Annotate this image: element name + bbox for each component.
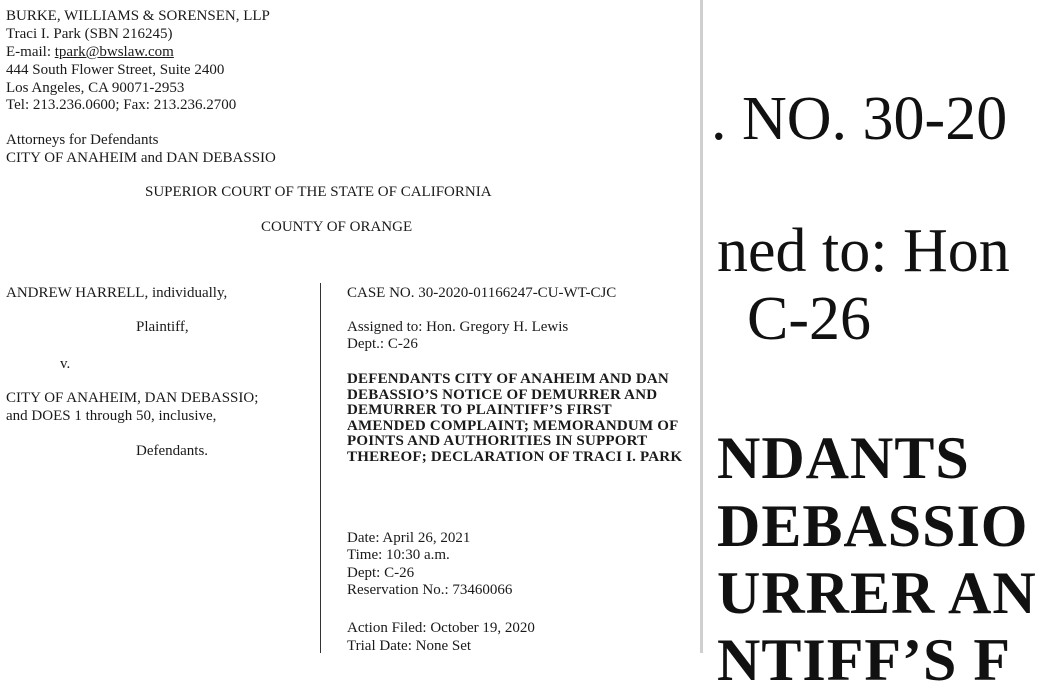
zoom-dept: C-26 [747,285,871,353]
hearing-time: Time: 10:30 a.m. [347,547,450,563]
phone-fax: Tel: 213.236.0600; Fax: 213.236.2700 [6,97,237,113]
defendants-line-1: CITY OF ANAHEIM, DAN DEBASSIO; [6,390,259,406]
defendants-line-2: and DOES 1 through 50, inclusive, [6,408,217,424]
versus: v. [60,356,71,372]
zoom-defendants: NDANTS [717,425,970,491]
caption-divider [320,283,321,653]
zoom-assigned: ned to: Hon [717,217,1010,285]
email-line [6,44,174,61]
plaintiff-label: Plaintiff, [136,319,189,335]
reservation-number: Reservation No.: 73460066 [347,582,513,598]
address-line-2: Los Angeles, CA 90071-2953 [6,80,185,96]
client-names: CITY OF ANAHEIM and DAN DEBASSIO [6,150,276,166]
trial-date: Trial Date: None Set [347,638,472,654]
action-filed: Action Filed: October 19, 2020 [347,620,535,636]
hearing-dept: Dept: C-26 [347,565,415,581]
email-link[interactable]: tpark@bwslaw.com [54,44,174,60]
zoom-debassio: DEBASSIO [717,493,1029,559]
defendants-label: Defendants. [136,443,209,459]
attorney-name: Traci I. Park (SBN 216245) [6,26,173,42]
zoom-plaintiff: NTIFF’S F [717,627,1011,693]
zoom-case-no: . NO. 30-20 [711,85,1008,153]
court-county: COUNTY OF ORANGE [261,219,413,235]
hearing-date: Date: April 26, 2021 [347,530,471,546]
case-number: CASE NO. 30-2020-01166247-CU-WT-CJC [347,285,617,301]
assigned-dept: Dept.: C-26 [347,336,418,352]
attorneys-for: Attorneys for Defendants [6,132,159,148]
court-name: SUPERIOR COURT OF THE STATE OF CALIFORNIA [145,184,492,200]
firm-name: BURKE, WILLIAMS & SORENSEN, LLP [6,8,270,24]
plaintiff-name: ANDREW HARRELL, individually, [6,285,228,301]
zoomed-detail-panel [703,0,1037,693]
assigned-judge: Assigned to: Hon. Gregory H. Lewis [347,319,569,335]
zoom-demurrer: URRER AN [717,560,1037,626]
email-label: E-mail: [6,44,51,60]
address-line-1: 444 South Flower Street, Suite 2400 [6,62,225,78]
document-title: DEFENDANTS CITY OF ANAHEIM AND DAN DEBASSIO’S NOTICE OF DEMURRER AND DEMURRER TO PLAINTIFF’S FIRST AMENDED COMPLAINT; MEMORANDUM OF POINTS AND AUTHORITIES IN SUPPORT THEREOF; DECLARATION OF TRACI I. PARK [347,371,683,465]
